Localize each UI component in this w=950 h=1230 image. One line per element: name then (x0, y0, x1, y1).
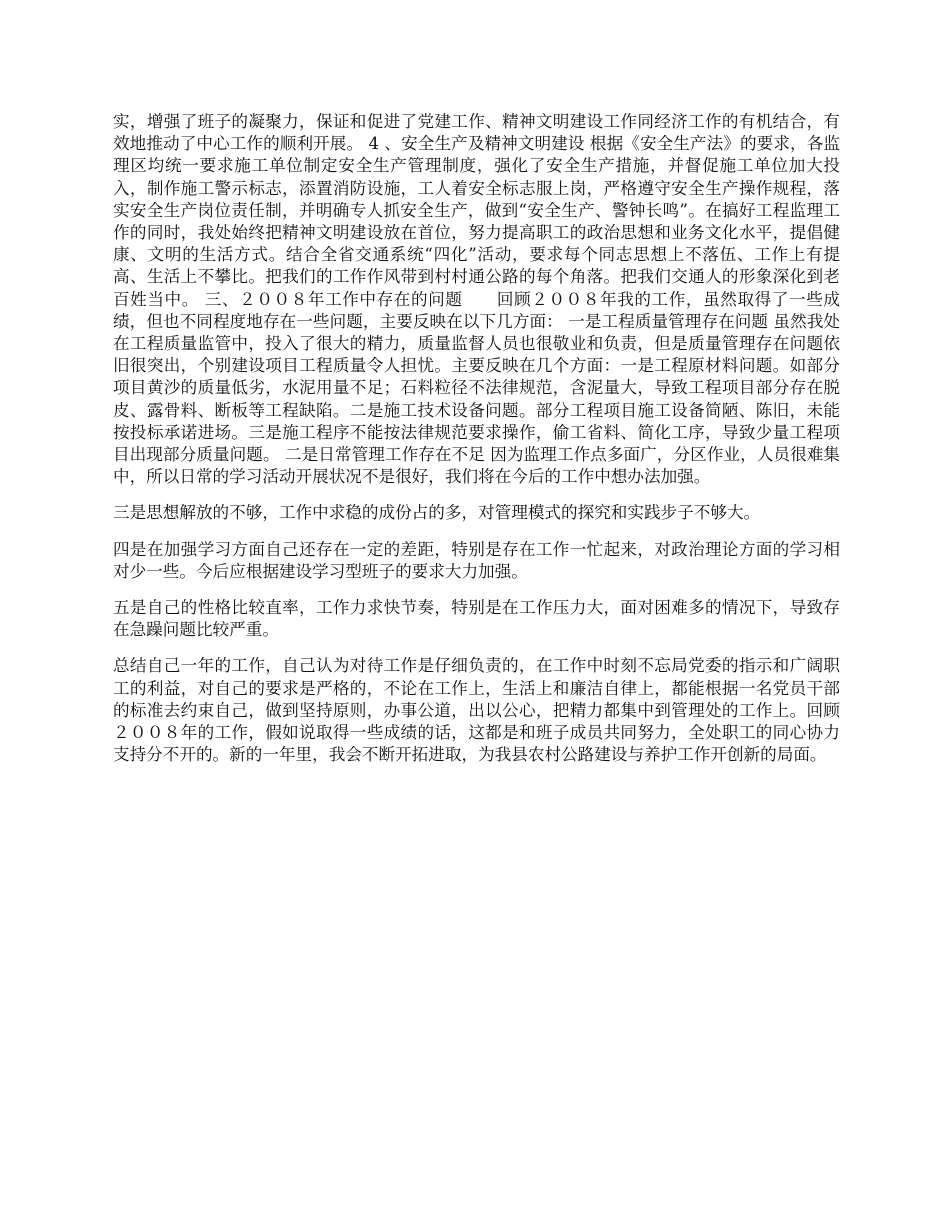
paragraph-4: 五是自己的性格比较直率，工作力求快节奏，特别是在工作压力大，面对困难多的情况下，导致存在急躁问题比较严重。 (113, 598, 840, 640)
paragraph-2: 三是思想解放的不够，工作中求稳的成份占的多，对管理模式的探究和实践步子不够大。 (113, 503, 761, 523)
document-body (113, 111, 840, 780)
paragraph-1: 实，增强了班子的凝聚力，保证和促进了党建工作、精神文明建设工作同经济工作的有机结合，有效地推动了中心工作的顺利开展。 4 、安全生产及精神文明建设 根据《安全生产法》的要求，各监理区均统一要求施工单位制定安全生产管理制度，强化了安全生产措施，并督促施工单位加大投入，制作施工警示标志，添置消防设施，工人着安全标志服上岗，严格遵守安全生产操作规程，落实安全生产岗位责任制，并明确专人抓安全生产，做到“安全生产、警钟长鸣”。在搞好工程监理工作的同时，我处始终把精神文明建设放在首位，努力提高职工的政治思想和业务文化水平，提倡健康、文明的生活方式。结合全省交通系统“四化”活动，要求每个同志思想上不落伍、工作上有提高、生活上不攀比。把我们的工作作风带到村村通公路的每个角落。把我们交通人的形象深化到老百姓当中。 三、２００８年工作中存在的问题 回顾２００８年我的工作，虽然取得了一些成绩，但也不同程度地存在一些问题，主要反映在以下几方面： 一是工程质量管理存在问题 虽然我处在工程质量监管中，投入了很大的精力，质量监督人员也很敬业和负责，但是质量管理存在问题依旧很突出，个别建设项目工程质量令人担忧。主要反映在几个方面：一是工程原材料问题。如部分项目黄沙的质量低劣，水泥用量不足；石料粒径不法律规范，含泥量大，导致工程项目部分存在脱皮、露骨料、断板等工程缺陷。二是施工技术设备问题。部分工程项目施工设备简陋、陈旧，未能按投标承诺进场。三是施工程序不能按法律规范要求操作，偷工省料、简化工序，导致少量工程项目出现部分质量问题。 二是日常管理工作存在不足 因为监理工作点多面广，分区作业，人员很难集中，所以日常的学习活动开展状况不是很好，我们将在今后的工作中想办法加强。 (113, 112, 840, 487)
paragraph-3: 四是在加强学习方面自己还存在一定的差距，特别是存在工作一忙起来，对政治理论方面的学习相对少一些。今后应根据建设学习型班子的要求大力加强。 (113, 539, 840, 581)
paragraph-5: 总结自己一年的工作，自己认为对待工作是仔细负责的，在工作中时刻不忘局党委的指示和广阔职工的利益，对自己的要求是严格的，不论在工作上，生活上和廉洁自律上，都能根据一名党员干部的标准去约束自己，做到坚持原则，办事公道，出以公心，把精力都集中到管理处的工作上。回顾２００８年的工作，假如说取得一些成绩的话，这都是和班子成员共同努力，全处职工的同心协力支持分不开的。新的一年里，我会不断开拓进取，为我县农村公路建设与养护工作开创新的局面。 (113, 656, 840, 765)
